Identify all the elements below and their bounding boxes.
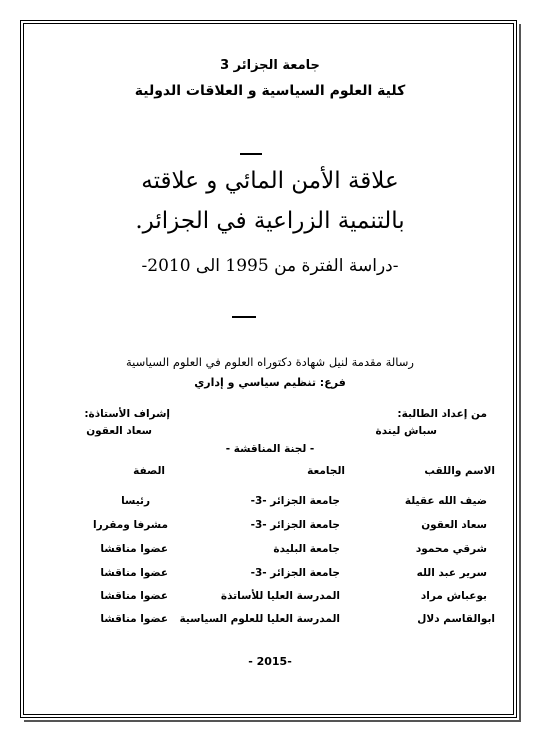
supervisor-name: سعاد العقون xyxy=(86,425,152,437)
member-university: المدرسة العليا للعلوم السياسية xyxy=(179,613,340,625)
committee-heading: - لجنة المناقشة - xyxy=(225,443,315,455)
university-name: جامعة الجزائر 3 xyxy=(220,58,320,73)
member-name: سعاد العقون xyxy=(421,519,487,531)
member-name: سرير عبد الله xyxy=(416,567,487,579)
prepared-by-name: سباش ليندة xyxy=(375,425,437,437)
prepared-by-label: من إعداد الطالبة: xyxy=(397,408,487,420)
member-name: ابوالقاسم دلال xyxy=(417,613,495,625)
member-university: جامعة البليدة xyxy=(273,543,340,555)
member-university: جامعة الجزائر -3- xyxy=(250,495,340,507)
member-university: جامعة الجزائر -3- xyxy=(250,519,340,531)
column-header-role: الصفة xyxy=(133,465,165,477)
member-role: مشرفا ومقررا xyxy=(93,519,168,531)
thesis-branch: فرع: تنظيم سياسي و إداري xyxy=(194,376,346,389)
thesis-title-line2: بالتنمية الزراعية في الجزائر. xyxy=(135,208,405,234)
separator-bottom xyxy=(232,316,256,318)
faculty-name: كلية العلوم السياسية و العلاقات الدولية xyxy=(134,83,406,99)
thesis-year: -2015 - xyxy=(248,655,292,668)
thesis-subtitle: -دراسة الفترة من 1995 الى 2010- xyxy=(141,256,399,276)
member-university: جامعة الجزائر -3- xyxy=(250,567,340,579)
column-header-name: الاسم واللقب xyxy=(424,465,495,477)
member-role: عضوا مناقشا xyxy=(100,613,168,625)
column-header-university: الجامعة xyxy=(307,465,345,477)
member-university: المدرسة العليا للأساتذة xyxy=(220,590,340,602)
member-name: ضيف الله عقيلة xyxy=(404,495,487,507)
member-name: بوعباش مراد xyxy=(420,590,487,602)
member-role: عضوا مناقشا xyxy=(100,590,168,602)
supervisor-label: إشراف الأستاذة: xyxy=(84,408,170,420)
member-role: عضوا مناقشا xyxy=(100,543,168,555)
member-name: شرقي محمود xyxy=(415,543,487,555)
member-role: عضوا مناقشا xyxy=(100,567,168,579)
separator-top xyxy=(240,153,262,155)
thesis-purpose: رسالة مقدمة لنيل شهادة دكتوراه العلوم في العلوم السياسية xyxy=(126,355,414,369)
thesis-title-line1: علاقة الأمن المائي و علاقته xyxy=(141,168,399,194)
member-role: رئيسا xyxy=(121,495,150,507)
